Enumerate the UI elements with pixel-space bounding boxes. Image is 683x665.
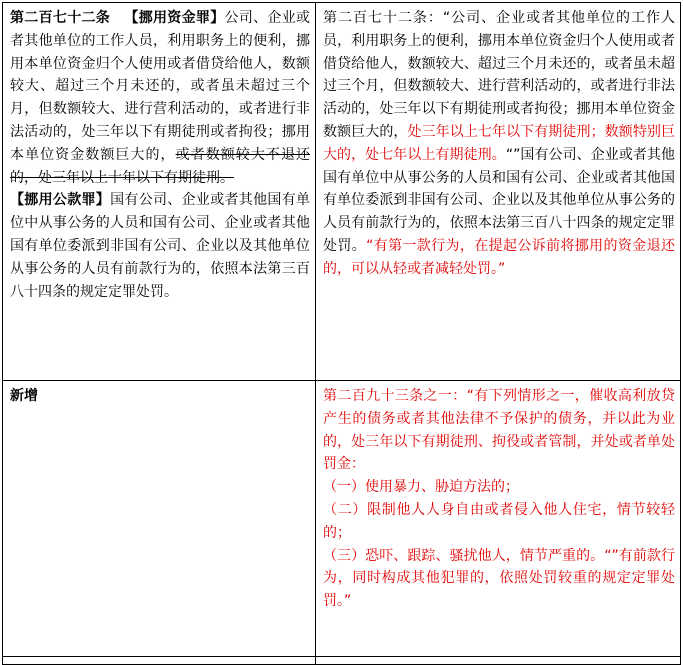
article-293-intro: 第二百九十三条之一：“有下列情形之一，催收高利放贷产生的债务或者其他法律不予保护的债务，并以此为业的，处三年以下有期徒刑、拘役或者管制，并处或者单处罚金： xyxy=(323,388,675,473)
law-comparison-table xyxy=(2,2,681,665)
article-293-item-1: （一）使用暴力、胁迫方法的； xyxy=(323,479,519,496)
article-body-2: 国有公司、企业或者其他国有单位中从事公务的人员和国有公司、企业或者其他国有单位委派到非国有公司、企业以及其他单位从事公务的人员有前款行为的，依照本法第三百八十四条的规定定罪处罚。 xyxy=(10,192,311,300)
amended-text: 处三年以上七年以下有期徒刑；数额特别巨大的，处七年以上有期徒刑。 xyxy=(323,123,675,163)
old-article-272-paragraph xyxy=(10,7,310,189)
crime-name-2: 【挪用公款罪】 xyxy=(10,192,111,209)
old-article-272-paragraph-2 xyxy=(10,189,310,303)
new-article-text: 第二百七十二条：“公司、企业或者其他单位的工作人员，利用职务上的便利，挪用本单位资金归个人使用或者借贷给他人，数额较大、超过三个月未还的，或者虽未超过三个月，但数额较大、进行营利活动的，或者进行非法活动的，处三年以下有期徒刑或者拘役；挪用本单位资金数额巨大的， xyxy=(323,10,675,140)
new-article-272-paragraph xyxy=(323,7,675,281)
table-row xyxy=(3,657,681,665)
new-label-cell xyxy=(3,381,316,657)
table-row xyxy=(3,3,681,381)
new-label: 新增 xyxy=(10,388,38,404)
article-body: 公司、企业或者其他单位的工作人员，利用职务上的便利，挪用本单位资金归个人使用或者借贷给他人，数额较大、超过三个月未还的，或者虽未超过三个月，但数额较大、进行营利活动的，或者进行非法活动的，处三年以下有期徒刑或者拘役；挪用本单位资金数额巨大的， xyxy=(10,10,311,163)
new-article-cell xyxy=(316,3,681,381)
table-row xyxy=(3,381,681,657)
added-text: “有第一款行为，在提起公诉前将挪用的资金退还的，可以从轻或者减轻处罚。” xyxy=(323,237,675,277)
deleted-text: 或者数额较大不退还的，处三年以上十年以下有期徒刑。 xyxy=(10,146,311,186)
article-293-item-2: （二）限制他人人身自由或者侵入他人住宅，情节较轻的； xyxy=(323,501,675,541)
article-293-cell xyxy=(316,381,681,657)
old-article-cell xyxy=(3,3,316,381)
article-number: 第二百七十二条 xyxy=(10,10,111,26)
empty-cell xyxy=(3,657,316,665)
article-293-item-3: （三）恐吓、跟踪、骚扰他人，情节严重的。“”有前款行为，同时构成其他犯罪的，依照处罚较重的规定定罪处罚。” xyxy=(323,547,675,610)
new-article-text-2: “”国有公司、企业或者其他国有单位中从事公务的人员和国有公司、企业或者其他国有单位委派到非国有公司、企业以及其他单位从事公务的人员有前款行为的，依照本法第三百八十四条的规定定罪处罚。 xyxy=(323,146,675,254)
crime-name: 【挪用资金罪】 xyxy=(124,10,225,26)
empty-cell xyxy=(316,657,681,665)
